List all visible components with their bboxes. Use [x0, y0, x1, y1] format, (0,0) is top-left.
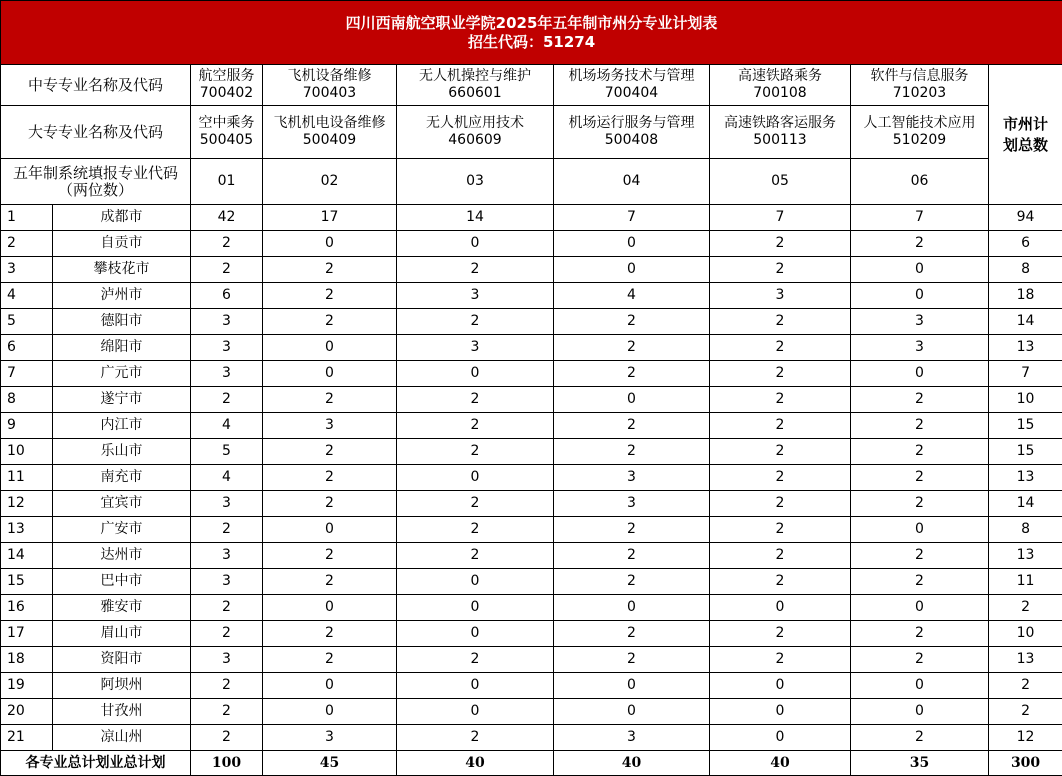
plan-count-2: 2 — [263, 543, 397, 569]
plan-count-6: 0 — [851, 517, 989, 543]
plan-count-5: 2 — [710, 335, 851, 361]
plan-count-6: 2 — [851, 543, 989, 569]
wunianzhi-header: 五年制系统填报专业代码（两位数） — [1, 159, 191, 205]
row-number: 10 — [1, 439, 53, 465]
plan-count-1: 4 — [191, 465, 263, 491]
plan-count-1: 2 — [191, 725, 263, 751]
row-number: 20 — [1, 699, 53, 725]
plan-count-5: 2 — [710, 387, 851, 413]
plan-count-4: 0 — [554, 231, 710, 257]
dazhuan-header: 大专专业名称及代码 — [1, 106, 191, 159]
plan-count-1: 3 — [191, 309, 263, 335]
plan-count-1: 2 — [191, 699, 263, 725]
plan-count-3: 2 — [397, 647, 554, 673]
city-name: 自贡市 — [53, 231, 191, 257]
plan-count-3: 0 — [397, 231, 554, 257]
plan-count-1: 3 — [191, 335, 263, 361]
plan-count-4: 2 — [554, 309, 710, 335]
footer-total-2: 45 — [263, 751, 397, 776]
plan-count-5: 2 — [710, 647, 851, 673]
table-row — [1, 699, 1062, 725]
plan-count-3: 2 — [397, 413, 554, 439]
plan-count-1: 2 — [191, 387, 263, 413]
plan-count-2: 3 — [263, 725, 397, 751]
city-total: 15 — [989, 413, 1062, 439]
major-code-4: 04 — [554, 159, 710, 205]
row-number: 9 — [1, 413, 53, 439]
table-row — [1, 543, 1062, 569]
city-total: 11 — [989, 569, 1062, 595]
plan-count-4: 2 — [554, 569, 710, 595]
plan-count-5: 0 — [710, 699, 851, 725]
city-total: 14 — [989, 491, 1062, 517]
table-row — [1, 465, 1062, 491]
plan-count-5: 2 — [710, 491, 851, 517]
city-name: 遂宁市 — [53, 387, 191, 413]
plan-count-1: 2 — [191, 231, 263, 257]
plan-count-5: 2 — [710, 439, 851, 465]
city-name: 泸州市 — [53, 283, 191, 309]
plan-count-2: 2 — [263, 309, 397, 335]
plan-count-3: 3 — [397, 335, 554, 361]
major-zz-2: 飞机设备维修 700403 — [263, 65, 397, 106]
city-name: 乐山市 — [53, 439, 191, 465]
plan-count-5: 2 — [710, 361, 851, 387]
city-total: 6 — [989, 231, 1062, 257]
plan-count-1: 2 — [191, 517, 263, 543]
plan-count-4: 0 — [554, 257, 710, 283]
plan-count-5: 2 — [710, 569, 851, 595]
table-row — [1, 283, 1062, 309]
plan-count-3: 2 — [397, 491, 554, 517]
major-dz-4: 机场运行服务与管理 500408 — [554, 106, 710, 159]
plan-count-1: 3 — [191, 647, 263, 673]
plan-count-2: 17 — [263, 205, 397, 231]
table-row — [1, 205, 1062, 231]
plan-count-2: 2 — [263, 257, 397, 283]
plan-count-4: 0 — [554, 387, 710, 413]
plan-count-1: 3 — [191, 543, 263, 569]
row-number: 8 — [1, 387, 53, 413]
plan-count-6: 2 — [851, 387, 989, 413]
city-total: 2 — [989, 699, 1062, 725]
plan-count-1: 5 — [191, 439, 263, 465]
city-total: 2 — [989, 673, 1062, 699]
plan-count-6: 2 — [851, 413, 989, 439]
plan-count-4: 2 — [554, 335, 710, 361]
plan-count-3: 2 — [397, 439, 554, 465]
plan-count-6: 0 — [851, 699, 989, 725]
plan-count-3: 0 — [397, 361, 554, 387]
city-name: 广元市 — [53, 361, 191, 387]
city-name: 绵阳市 — [53, 335, 191, 361]
plan-count-6: 0 — [851, 361, 989, 387]
city-name: 南充市 — [53, 465, 191, 491]
row-number: 2 — [1, 231, 53, 257]
plan-count-3: 2 — [397, 517, 554, 543]
row-number: 19 — [1, 673, 53, 699]
plan-count-5: 2 — [710, 231, 851, 257]
plan-count-3: 3 — [397, 283, 554, 309]
title-line-2: 招生代码：51274 — [1, 33, 1062, 52]
plan-count-5: 2 — [710, 543, 851, 569]
plan-count-6: 2 — [851, 621, 989, 647]
row-number: 15 — [1, 569, 53, 595]
plan-count-5: 2 — [710, 621, 851, 647]
plan-count-5: 2 — [710, 413, 851, 439]
table-row — [1, 413, 1062, 439]
plan-count-4: 2 — [554, 361, 710, 387]
table-title — [1, 1, 1062, 65]
table-row — [1, 569, 1062, 595]
footer-label: 各专业总计划业总计划 — [1, 751, 191, 776]
major-zz-6: 软件与信息服务 710203 — [851, 65, 989, 106]
plan-count-2: 0 — [263, 361, 397, 387]
plan-count-5: 0 — [710, 673, 851, 699]
title-line-1: 四川西南航空职业学院2025年五年制市州分专业计划表 — [1, 14, 1062, 33]
row-number: 5 — [1, 309, 53, 335]
plan-count-4: 7 — [554, 205, 710, 231]
plan-count-3: 0 — [397, 569, 554, 595]
footer-total-6: 35 — [851, 751, 989, 776]
plan-count-3: 0 — [397, 465, 554, 491]
plan-count-1: 2 — [191, 595, 263, 621]
table-row — [1, 725, 1062, 751]
plan-count-1: 6 — [191, 283, 263, 309]
row-number: 13 — [1, 517, 53, 543]
major-dz-3: 无人机应用技术 460609 — [397, 106, 554, 159]
footer-total-5: 40 — [710, 751, 851, 776]
city-name: 雅安市 — [53, 595, 191, 621]
city-name: 德阳市 — [53, 309, 191, 335]
major-dz-5: 高速铁路客运服务 500113 — [710, 106, 851, 159]
city-total: 10 — [989, 387, 1062, 413]
city-total-header: 市州计划总数 — [989, 65, 1062, 205]
city-name: 巴中市 — [53, 569, 191, 595]
table-row — [1, 595, 1062, 621]
table-row — [1, 517, 1062, 543]
plan-count-2: 0 — [263, 517, 397, 543]
plan-count-1: 2 — [191, 621, 263, 647]
plan-count-2: 2 — [263, 647, 397, 673]
table-body — [1, 205, 1062, 751]
city-name: 资阳市 — [53, 647, 191, 673]
plan-count-3: 2 — [397, 309, 554, 335]
plan-count-5: 2 — [710, 309, 851, 335]
plan-count-6: 0 — [851, 673, 989, 699]
major-code-1: 01 — [191, 159, 263, 205]
plan-count-5: 0 — [710, 595, 851, 621]
city-name: 甘孜州 — [53, 699, 191, 725]
city-total: 7 — [989, 361, 1062, 387]
city-name: 阿坝州 — [53, 673, 191, 699]
city-name: 达州市 — [53, 543, 191, 569]
plan-count-2: 2 — [263, 283, 397, 309]
plan-count-1: 4 — [191, 413, 263, 439]
plan-count-2: 0 — [263, 231, 397, 257]
major-dz-6: 人工智能技术应用 510209 — [851, 106, 989, 159]
plan-count-6: 2 — [851, 231, 989, 257]
plan-count-6: 0 — [851, 257, 989, 283]
table-row — [1, 387, 1062, 413]
city-name: 宜宾市 — [53, 491, 191, 517]
plan-count-6: 2 — [851, 647, 989, 673]
plan-count-6: 0 — [851, 595, 989, 621]
major-code-6: 06 — [851, 159, 989, 205]
table-row — [1, 257, 1062, 283]
city-total: 13 — [989, 465, 1062, 491]
footer-row — [1, 751, 1062, 776]
plan-count-1: 3 — [191, 361, 263, 387]
plan-count-5: 2 — [710, 465, 851, 491]
plan-count-1: 2 — [191, 673, 263, 699]
plan-count-2: 2 — [263, 387, 397, 413]
plan-count-6: 2 — [851, 569, 989, 595]
city-total: 10 — [989, 621, 1062, 647]
plan-count-4: 0 — [554, 595, 710, 621]
plan-count-4: 2 — [554, 439, 710, 465]
major-dz-2: 飞机机电设备维修 500409 — [263, 106, 397, 159]
major-zz-3: 无人机操控与维护 660601 — [397, 65, 554, 106]
footer-total-4: 40 — [554, 751, 710, 776]
city-name: 成都市 — [53, 205, 191, 231]
plan-count-1: 42 — [191, 205, 263, 231]
plan-count-3: 2 — [397, 543, 554, 569]
table-row — [1, 309, 1062, 335]
plan-count-4: 4 — [554, 283, 710, 309]
city-total: 94 — [989, 205, 1062, 231]
city-total: 12 — [989, 725, 1062, 751]
plan-count-4: 2 — [554, 413, 710, 439]
plan-count-4: 2 — [554, 543, 710, 569]
table-row — [1, 439, 1062, 465]
major-zz-1: 航空服务 700402 — [191, 65, 263, 106]
plan-count-4: 2 — [554, 517, 710, 543]
plan-count-3: 2 — [397, 387, 554, 413]
plan-count-4: 2 — [554, 621, 710, 647]
plan-count-6: 0 — [851, 283, 989, 309]
footer-grand-total: 300 — [989, 751, 1062, 776]
plan-count-3: 0 — [397, 595, 554, 621]
table-row — [1, 647, 1062, 673]
plan-count-4: 0 — [554, 699, 710, 725]
table-row — [1, 361, 1062, 387]
plan-count-4: 3 — [554, 465, 710, 491]
table-row — [1, 491, 1062, 517]
major-zz-4: 机场场务技术与管理 700404 — [554, 65, 710, 106]
city-total: 8 — [989, 517, 1062, 543]
row-number: 14 — [1, 543, 53, 569]
city-total: 13 — [989, 543, 1062, 569]
city-total: 2 — [989, 595, 1062, 621]
city-name: 内江市 — [53, 413, 191, 439]
city-total: 8 — [989, 257, 1062, 283]
plan-count-5: 7 — [710, 205, 851, 231]
footer-total-3: 40 — [397, 751, 554, 776]
major-zz-5: 高速铁路乘务 700108 — [710, 65, 851, 106]
row-number: 11 — [1, 465, 53, 491]
row-number: 3 — [1, 257, 53, 283]
plan-count-6: 7 — [851, 205, 989, 231]
major-code-2: 02 — [263, 159, 397, 205]
plan-count-6: 2 — [851, 491, 989, 517]
row-number: 7 — [1, 361, 53, 387]
plan-count-5: 2 — [710, 517, 851, 543]
row-number: 1 — [1, 205, 53, 231]
zhongzhuan-header: 中专专业名称及代码 — [1, 65, 191, 106]
city-name: 眉山市 — [53, 621, 191, 647]
row-number: 6 — [1, 335, 53, 361]
city-total: 13 — [989, 335, 1062, 361]
plan-count-2: 3 — [263, 413, 397, 439]
footer-total-1: 100 — [191, 751, 263, 776]
table-row — [1, 673, 1062, 699]
city-name: 攀枝花市 — [53, 257, 191, 283]
plan-count-2: 2 — [263, 621, 397, 647]
table-row — [1, 335, 1062, 361]
row-number: 21 — [1, 725, 53, 751]
city-name: 广安市 — [53, 517, 191, 543]
plan-count-4: 3 — [554, 491, 710, 517]
plan-count-2: 0 — [263, 335, 397, 361]
plan-count-6: 2 — [851, 465, 989, 491]
plan-count-6: 3 — [851, 335, 989, 361]
row-number: 18 — [1, 647, 53, 673]
table-row — [1, 231, 1062, 257]
plan-count-2: 0 — [263, 699, 397, 725]
city-total: 13 — [989, 647, 1062, 673]
plan-count-5: 3 — [710, 283, 851, 309]
plan-count-2: 2 — [263, 491, 397, 517]
plan-count-2: 0 — [263, 673, 397, 699]
plan-count-5: 0 — [710, 725, 851, 751]
plan-count-4: 3 — [554, 725, 710, 751]
row-number: 16 — [1, 595, 53, 621]
table-row — [1, 621, 1062, 647]
plan-count-3: 2 — [397, 725, 554, 751]
row-number: 4 — [1, 283, 53, 309]
plan-count-2: 0 — [263, 595, 397, 621]
plan-count-2: 2 — [263, 569, 397, 595]
city-name: 凉山州 — [53, 725, 191, 751]
plan-count-4: 2 — [554, 647, 710, 673]
plan-count-4: 0 — [554, 673, 710, 699]
plan-count-2: 2 — [263, 465, 397, 491]
major-dz-1: 空中乘务 500405 — [191, 106, 263, 159]
plan-count-1: 3 — [191, 569, 263, 595]
row-number: 12 — [1, 491, 53, 517]
plan-count-6: 3 — [851, 309, 989, 335]
city-total: 18 — [989, 283, 1062, 309]
plan-count-3: 2 — [397, 257, 554, 283]
plan-count-6: 2 — [851, 725, 989, 751]
city-total: 14 — [989, 309, 1062, 335]
plan-count-3: 0 — [397, 621, 554, 647]
major-code-3: 03 — [397, 159, 554, 205]
city-total: 15 — [989, 439, 1062, 465]
major-code-5: 05 — [710, 159, 851, 205]
plan-count-2: 2 — [263, 439, 397, 465]
plan-count-5: 2 — [710, 257, 851, 283]
plan-count-3: 14 — [397, 205, 554, 231]
plan-count-3: 0 — [397, 699, 554, 725]
plan-count-6: 2 — [851, 439, 989, 465]
plan-count-3: 0 — [397, 673, 554, 699]
row-number: 17 — [1, 621, 53, 647]
plan-count-1: 3 — [191, 491, 263, 517]
plan-count-1: 2 — [191, 257, 263, 283]
